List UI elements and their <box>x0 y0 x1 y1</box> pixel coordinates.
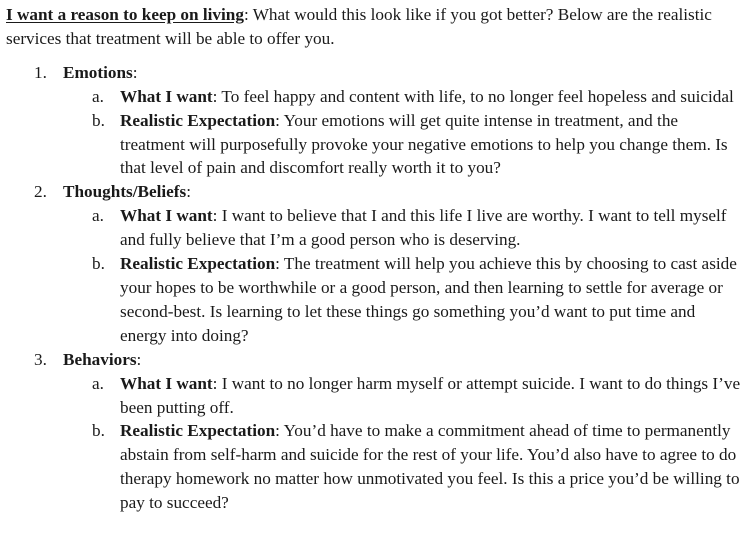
item-text: : Your emotions will get quite intense in treatment, and the treatment will purposefully provoke your negative emotions to help you change them. Is that level of pain and discomfort really worth it to you? <box>120 110 728 178</box>
intro-title: I want a reason to keep on living <box>6 5 244 24</box>
item-realistic-expectation <box>63 419 742 515</box>
item-label: What I want <box>120 86 213 106</box>
item-letter: a. <box>92 206 104 226</box>
item-letter: b. <box>92 110 105 130</box>
intro-text: : What would this look like if you got better? Below are the realistic services that treatment will be able to offer you. <box>6 5 712 48</box>
item-text: : I want to no longer harm myself or attempt suicide. I want to do things I’ve been putting off. <box>120 373 741 417</box>
section-behaviors <box>6 348 742 515</box>
item-letter: a. <box>92 86 104 106</box>
item-realistic-expectation <box>63 109 742 181</box>
item-label: Realistic Expectation <box>120 254 276 274</box>
item-label: What I want <box>120 206 213 226</box>
section-heading-text: Thoughts/Beliefs <box>63 182 187 202</box>
section-thoughts-beliefs <box>6 180 742 347</box>
section-heading-colon: : <box>136 349 142 369</box>
section-number: 1. <box>34 62 47 82</box>
section-heading-colon: : <box>132 62 138 82</box>
section-heading <box>63 180 742 204</box>
section-heading-colon: : <box>186 182 191 202</box>
item-label: Realistic Expectation <box>120 110 276 130</box>
item-realistic-expectation <box>63 252 742 348</box>
item-what-i-want <box>63 204 742 252</box>
item-what-i-want <box>63 372 742 420</box>
item-list <box>63 204 742 347</box>
item-text: : You’d have to make a commitment ahead of time to permanently abstain from self-harm and suicide for the rest of your life. You’d also have to agree to do therapy homework no matter how unmotivated you feel. Is this a price you’d be willing to pay to succeed? <box>120 421 740 513</box>
section-number: 2. <box>34 182 47 202</box>
item-letter: b. <box>92 254 105 274</box>
section-heading-text: Behaviors <box>63 349 137 369</box>
item-text: : I want to believe that I and this life I live are worthy. I want to tell myself and fully believe that I’m a good person who is deserving. <box>120 206 727 250</box>
item-text: : The treatment will help you achieve this by choosing to cast aside your hopes to be worthwhile or a good person, and then learning to settle for average or second-best. Is learning to let these things go something you’d want to put time and energy into doing? <box>120 254 737 345</box>
section-heading-text: Emotions <box>63 62 133 82</box>
item-letter: b. <box>92 421 105 441</box>
item-label: Realistic Expectation <box>120 421 276 441</box>
item-what-i-want <box>63 85 742 109</box>
section-emotions <box>6 61 742 181</box>
section-heading <box>63 348 742 372</box>
section-number: 3. <box>34 349 47 369</box>
item-letter: a. <box>92 373 104 393</box>
item-label: What I want <box>120 373 213 393</box>
intro-paragraph <box>6 3 742 51</box>
section-list <box>6 61 742 515</box>
section-heading <box>63 61 742 85</box>
item-list <box>63 85 742 181</box>
item-list <box>63 372 742 515</box>
item-text: : To feel happy and content with life, to no longer feel hopeless and suicidal <box>212 86 734 106</box>
